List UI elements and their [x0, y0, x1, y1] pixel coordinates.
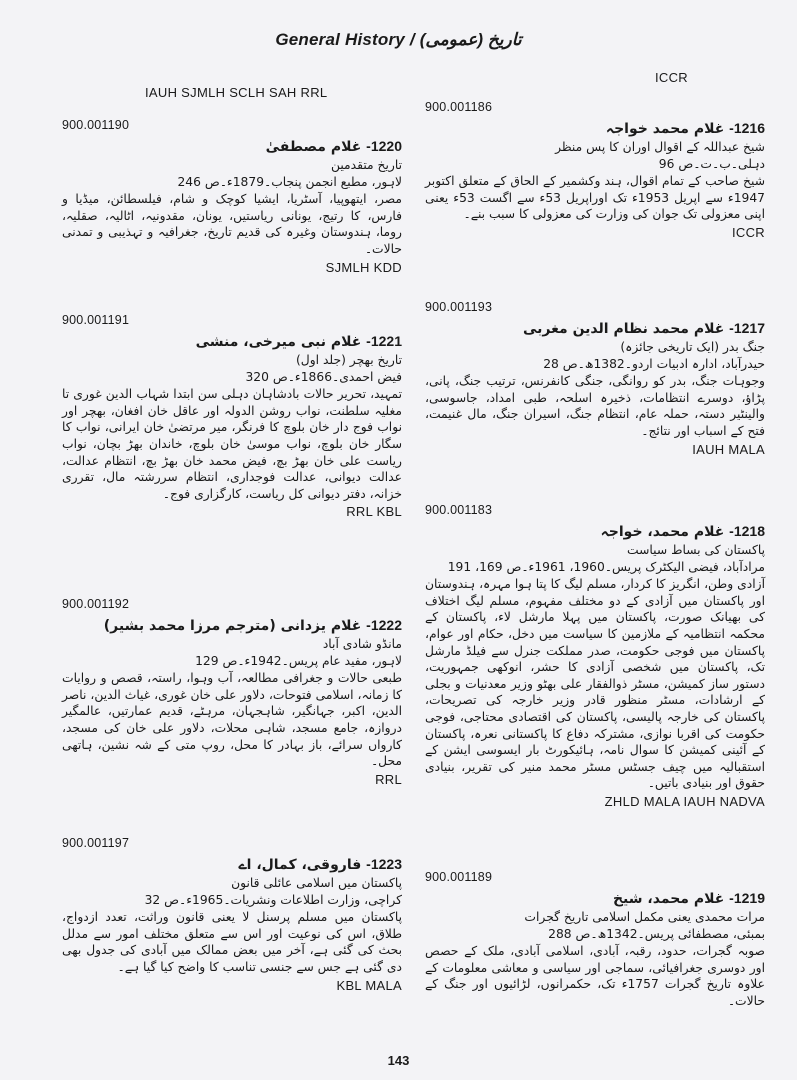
entry-description: مصر، ایتھوپیا، آسٹریا، ایشیا کوچک و شام، فیلسطائن، میڈیا و فارس، کا رتیج، یونانی ریاستیں، یونان، مقدونیہ، اٹالیہ، صقلیہ، روما، ہندوستان وغیرہ کی قدیم تاریخ، جغرافیہ و تہذیبی و تمدنی حالات۔ [62, 192, 402, 256]
entry-heading [62, 854, 402, 875]
entry-description: آزادی وطن، انگریز کا کردار، مسلم لیگ کا پتا ہوا مہرہ، ہندوستان اور پاکستان میں آزادی کے دو مختلف مفہوم، مسلم لیگ اختلاف کی بھیانک صورت، پاکستان میں پہلا مارشل لاء، پاکستان کے محکمہ انتظامیہ کے ملازمین کا سیاست میں دخل، حکام اور عوام، پاکستان میں فوجی حکومت، صدر مملکت جنرل سے فیلڈ مارشل تک، پاکستان میں شخصی آزادی کا حشر، انوکھی جمہوریت، دستور ساز کمیشن، مسٹر ذوالفقار علی بھٹو وزیر معدنیات و بجلی کے ارشادات، مسٹر منظور قادر وزیر خارجہ کی تصریحات، پاکستان کی خارجہ پالیسی، پاکستان کی اقتصادی محتاجی، فوجی حکومت کی اقربا نوازی، مشترکہ دفاع کا پاکستانی نعرہ، پاکستان کے آئینی کمیشن کا سوال نامہ، ہائیکورٹ بار ایسوسی ایشن کے استقبالیہ میں چیف جسٹس مسٹر محمد منیر کی تقریر، بنیادی حقوق اور بنیادی باتیں۔ [425, 577, 765, 791]
entry-1219 [425, 870, 765, 1010]
entry-1218 [425, 503, 765, 809]
entry-1221 [62, 313, 402, 519]
entry-title: شیخ عبداللہ کے اقوال اوران کا پس منظر [555, 140, 765, 154]
entry-title: مانڈو شادی آباد [322, 637, 402, 651]
entry-imprint: کراچی، وزارت اطلاعات ونشریات۔1965ء۔ص 32 [144, 892, 402, 907]
entry-imprint: فیض احمدی۔1866ء۔ص 320 [245, 369, 402, 384]
entry-author: غلام نبی میرخی، منشی [195, 334, 362, 350]
entry-author: غلام محمد خواجہ [605, 121, 725, 137]
entry-locations: ZHLD MALA IAUH NADVA [604, 793, 765, 809]
entry-imprint: لاہور، مطبع انجمن پنجاب۔1879ء۔ص 246 [177, 174, 402, 189]
accession-number: 900.001190 [62, 118, 130, 132]
entry-locations: KBL MALA [336, 977, 402, 993]
entry-author: غلام محمد، شیخ [612, 891, 725, 907]
entry-description: طبعی حالات و جغرافی مطالعہ، آب وہوا، راستہ، قصص و روایات کا زمانہ، اسلامی فتوحات، دلاور علی خان غوری، غیاث الدین، ناصر الدین، اکبر، جہانگیر، شاہجہان، مرہٹے، قدیم عمارتیں، عالمگیر دروازہ، جامع مسجد، شاہی محلات، دلاور علی خان کی مسجد، کارواں سرائے، باز بہادر کا محل، روپ متی کے شہ نشین، ہاتھی محل۔ [62, 671, 402, 769]
entry-title: جنگ بدر (ایک تاریخی جائزہ) [620, 340, 765, 354]
entry-locations: ICCR [732, 224, 765, 240]
accession-number: 900.001197 [62, 836, 130, 850]
entry-heading [62, 331, 402, 352]
entry-title: پاکستان میں اسلامی عائلی قانون [231, 876, 402, 890]
entry-1222 [62, 597, 402, 787]
entry-heading [425, 118, 765, 139]
entry-locations: RRL KBL [346, 504, 402, 520]
entry-heading [425, 318, 765, 339]
entry-heading [62, 136, 402, 157]
entry-description: پاکستان میں مسلم پرسنل لا یعنی قانون وراثت، تعدد ازدواج، طلاق، اس کی نوعیت اور اس سے متعلق مختلف امور سے مدلل بحث کی گئی ہے، آخر میں بعض ممالک میں آبادی کی جدول بھی دی گئی ہے جس سے جنسی تناسب کا واضح کیا گیا ہے۔ [62, 910, 402, 974]
entry-locations: SJMLH KDD [325, 259, 402, 275]
accession-number: 900.001183 [425, 503, 493, 517]
entry-description: شیخ صاحب کے تمام اقوال، ہند وکشمیر کے الحاق کے متعلق اکتوبر 1947ء سے اپریل 1953ء تک اوراپریل 53ء سے اگست 53ء یعنی اپنی معزولی تک جوان کی وزارت کی معزولی کا سبب بنے۔ [425, 174, 765, 222]
entry-1216 [425, 100, 765, 240]
entry-author: فاروقی، کمال، اے [238, 857, 362, 873]
accession-number: 900.001189 [425, 870, 493, 884]
entry-imprint: لاہور، مفید عام پریس۔1942ء۔ص 129 [195, 653, 402, 668]
entry-number: 1223- [366, 856, 402, 872]
top-right-location-codes: ICCR [655, 70, 688, 85]
entry-title: مرات محمدی یعنی مکمل اسلامی تاریخ گجرات [524, 910, 765, 924]
page-title: General History / تاریخ (عمومی) [275, 30, 522, 49]
entry-heading [62, 615, 402, 636]
entry-imprint: بمبئی، مصطفائی پریس۔1342ھ۔ص 288 [548, 926, 765, 941]
entry-imprint: مرادآباد، فیضی الیکٹرک پریس۔1960، 1961ء۔ص 169، 191 [447, 559, 765, 574]
entry-locations: IAUH MALA [692, 441, 765, 457]
entry-heading [425, 521, 765, 542]
entry-1223 [62, 836, 402, 993]
entry-locations: RRL [375, 771, 402, 787]
entry-number: 1220- [366, 138, 402, 154]
entry-number: 1221- [366, 333, 402, 349]
entry-description: وجوہات جنگ، بدر کو روانگی، جنگی کانفرنس، ترتیب جنگ، پانی، پڑاؤ، دوسرے انتظامات، ذخیرہ اسلحہ، طبی امداد، جاسوسی، والینٹیر دستہ، حملہ عام، انتظام جنگ، اسیران جنگ، مال غنیمت، فتح کے اسباب اور نتائج۔ [425, 374, 765, 438]
entry-imprint: دہلی۔ب۔ت۔ص 96 [658, 156, 765, 171]
entry-number: 1217- [729, 320, 765, 336]
accession-number: 900.001193 [425, 300, 493, 314]
page-number: 143 [387, 1053, 410, 1068]
entry-number: 1222- [366, 617, 402, 633]
accession-number: 900.001191 [62, 313, 130, 327]
entry-title: تاریخ متقدمین [330, 158, 402, 172]
entry-description: تمہید، تحریر حالات بادشاہان دہلی سن ابتدا شہاب الدین غوری تا مغلیہ سلطنت، نواب روشن الدولہ اور عاقل خان افغان، بھچر اور نواب فوج دار خان بلوچ کا فرنگر، میر مرتضیٰ خان ایرانی، نواب کا سگار خان بلوچ، نواب موسیٰ خان بلوچ، خاندان بھڑ بچان، نواب ریاست علی خان بھڑ بچ، فیض محمد خان بھڑ بچ، انتظام عدالت، عدالت دیوانی، عدالت فوجداری، انتظام سررشتہ مال، تقرری خزانہ، دفتر دیوانی کل ریاست، کارگزاری فوج۔ [62, 387, 402, 501]
entry-imprint: حیدرآباد، ادارہ ادبیات اردو۔1382ھ۔ص 28 [543, 356, 765, 371]
entry-description: صوبہ گجرات، حدود، رقبہ، آبادی، اسلامی آبادی، ملک کے حصص اور دوسری جغرافیائی، سماجی اور سیاسی و معاشی معلومات کے علاوہ تاریخ گجرات 1757ء تک، حکمرانوں، لڑائیوں اور جنگ کے حالات۔ [425, 944, 765, 1008]
top-left-location-codes: IAUH SJMLH SCLH SAH RRL [145, 85, 328, 100]
entry-number: 1219- [729, 890, 765, 906]
entry-number: 1216- [729, 120, 765, 136]
entry-title: تاریخ بھچر (جلد اول) [295, 353, 402, 367]
entry-1220 [62, 118, 402, 275]
entry-number: 1218- [729, 523, 765, 539]
entry-author: غلام محمد نظام الدین مغربی [523, 321, 725, 337]
entry-author: غلام محمد، خواجہ [600, 524, 725, 540]
entry-title: پاکستان کی بساط سیاست [627, 543, 765, 557]
entry-author: غلام مصطفیٰ [265, 139, 362, 155]
accession-number: 900.001186 [425, 100, 493, 114]
entry-heading [425, 888, 765, 909]
entry-1217 [425, 300, 765, 457]
entry-author: غلام یزدانی (مترجم مرزا محمد بشیر) [103, 618, 362, 634]
accession-number: 900.001192 [62, 597, 130, 611]
